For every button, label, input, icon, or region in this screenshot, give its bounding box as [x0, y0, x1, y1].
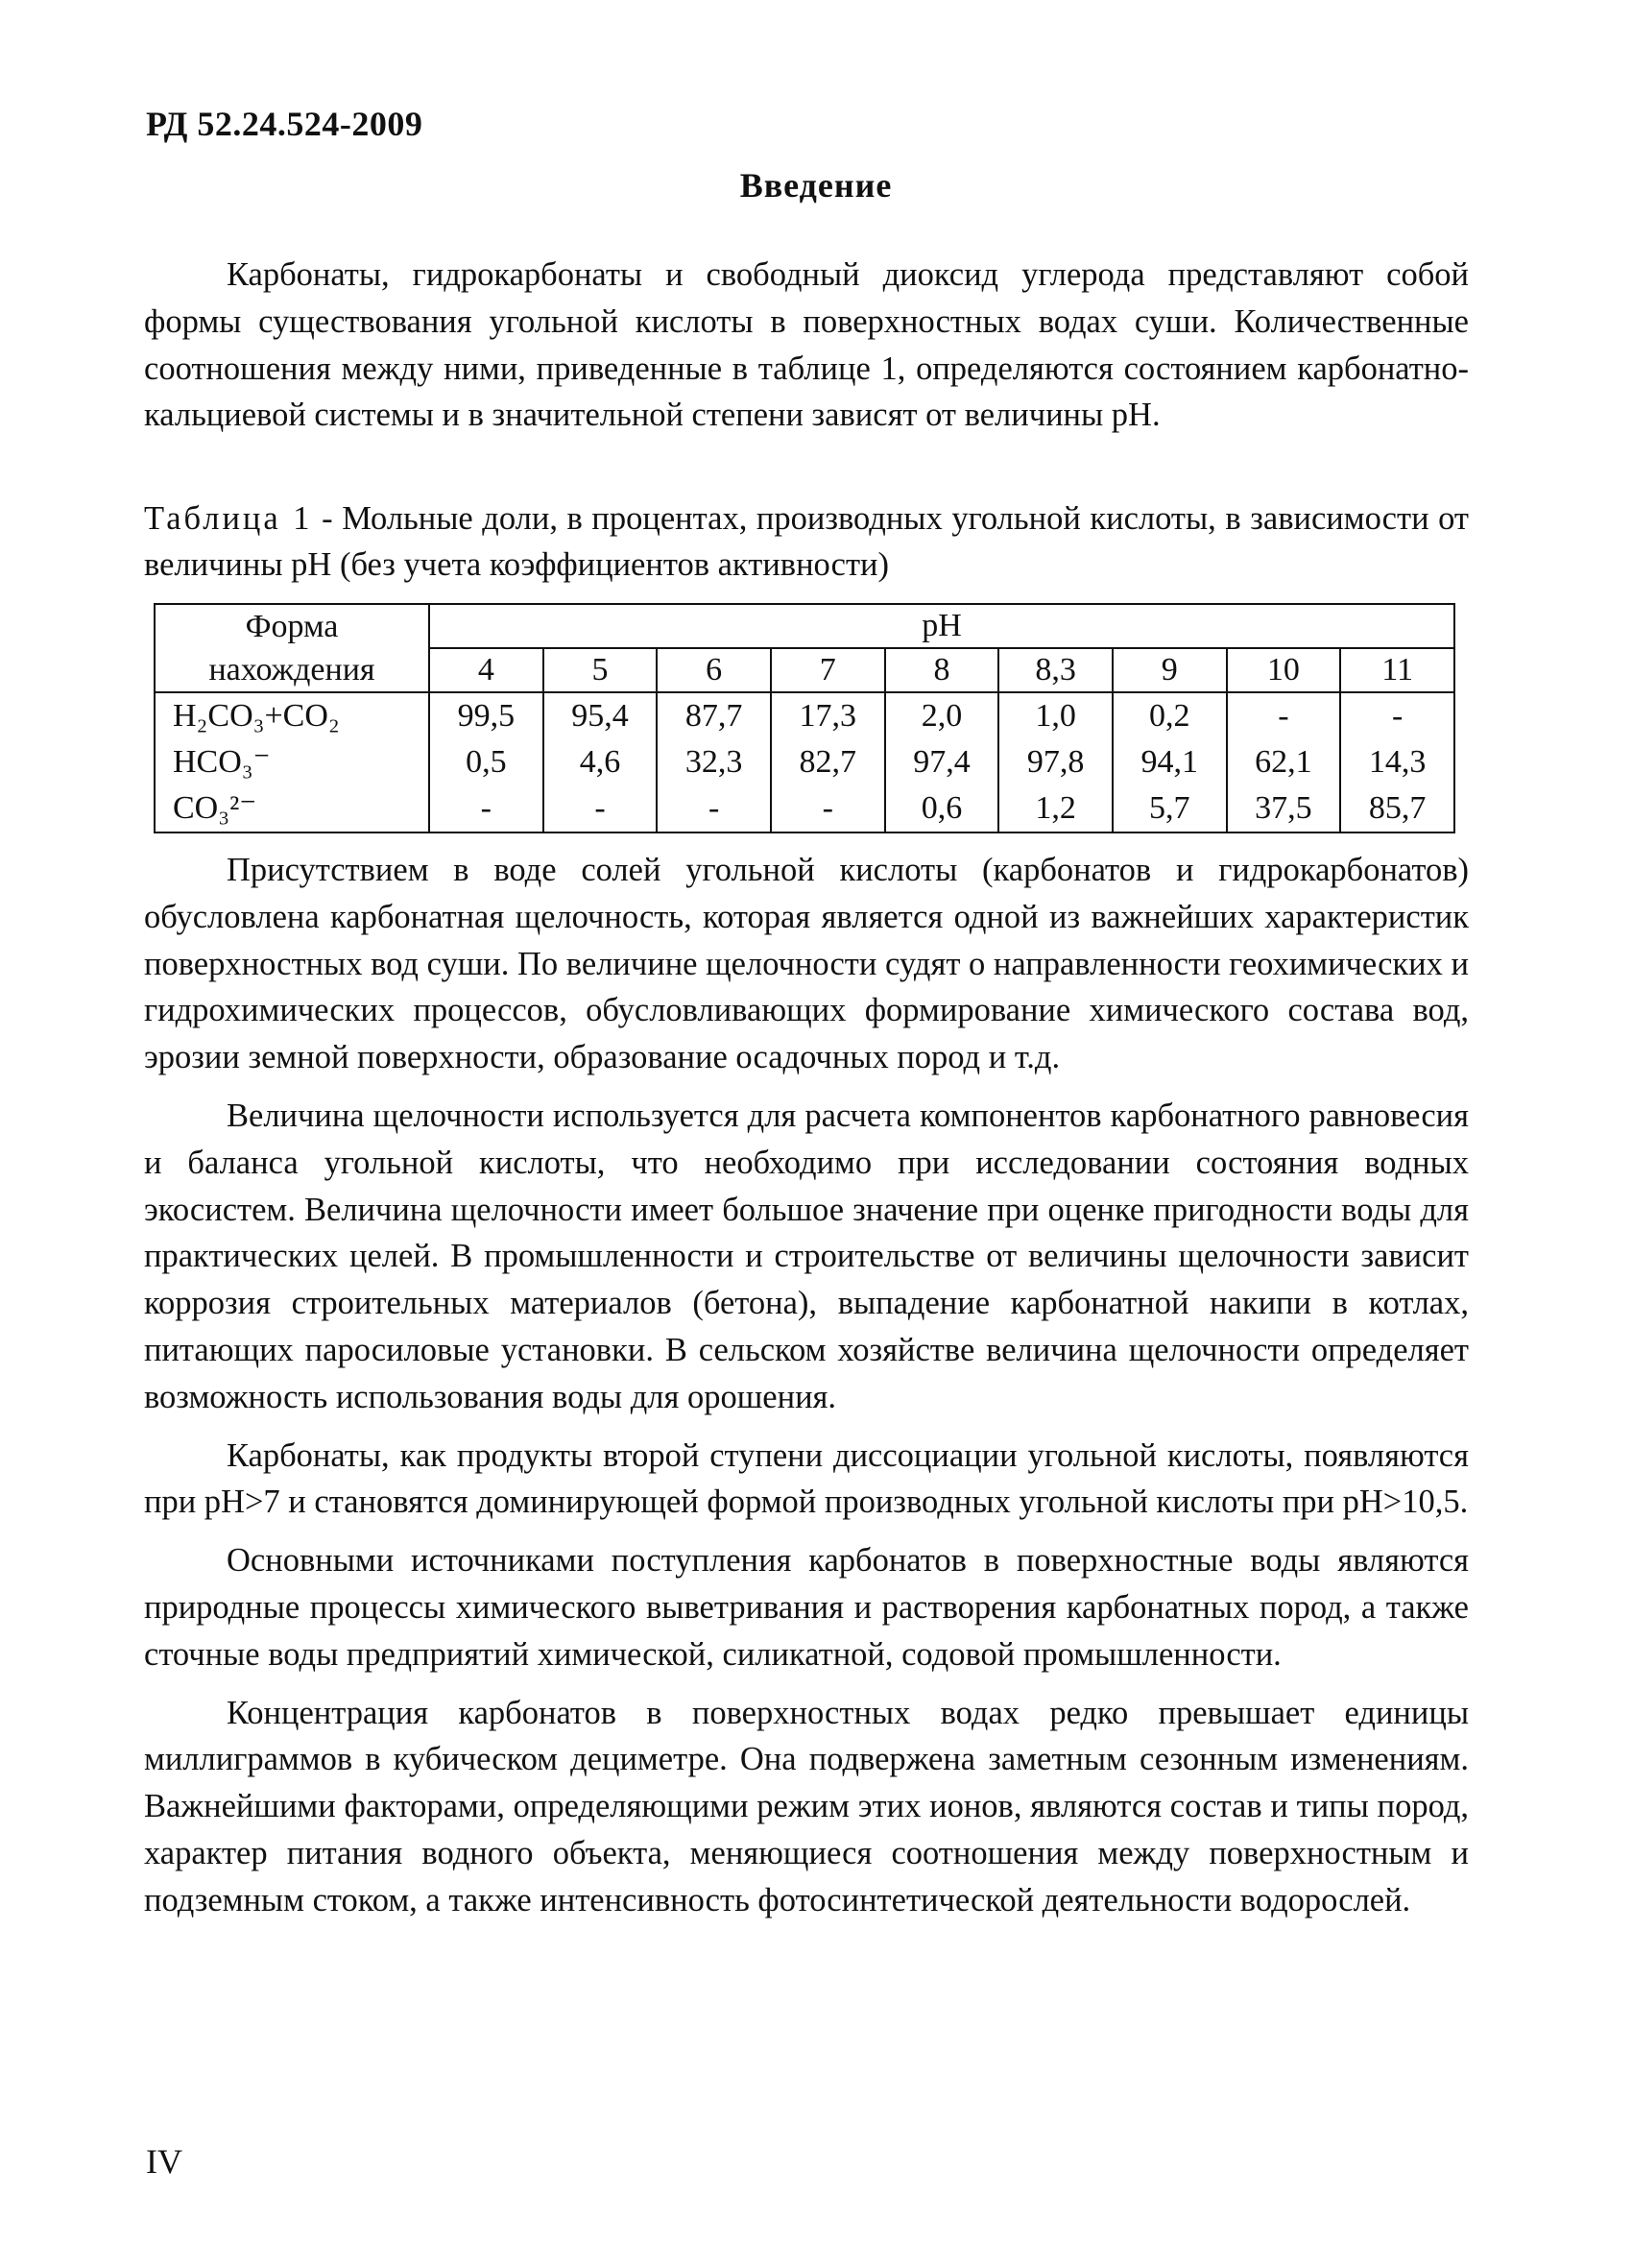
table-cell: - [657, 785, 771, 832]
table-cell: 0,2 [1113, 692, 1227, 739]
table-caption-label: Таблица 1 [144, 500, 313, 537]
form-header-cell: Форма [155, 604, 429, 648]
ph-value-cell: 8 [885, 648, 999, 692]
row-form-cell: HCO₃⁻ [155, 739, 429, 785]
ph-value-cell: 4 [429, 648, 543, 692]
body-paragraph: Основными источниками поступления карбонатов в поверхностные воды являются природные процессы химического выветривания и растворения карбонатных пород, а также сточные воды предприятий химической, силикатной, содовой промышленности. [144, 1542, 1469, 1673]
table-cell: 85,7 [1340, 785, 1454, 832]
table-cell: 4,6 [543, 739, 658, 785]
table-cell: 1,0 [998, 692, 1113, 739]
table-row [155, 692, 1454, 739]
ph-value-cell: 6 [657, 648, 771, 692]
table-cell: 95,4 [543, 692, 658, 739]
table-cell: - [1340, 692, 1454, 739]
table-row [155, 785, 1454, 832]
table-cell: 1,2 [998, 785, 1113, 832]
ph-value-cell: 9 [1113, 648, 1227, 692]
ph-value-cell: 8,3 [998, 648, 1113, 692]
table-header-row-1 [155, 604, 1454, 648]
table-cell: 62,1 [1227, 739, 1341, 785]
body-paragraph: Карбонаты, как продукты второй ступени диссоциации угольной кислоты, появляются при pH>7 и становятся доминирующей формой производных угольной кислоты при pH>10,5. [144, 1436, 1469, 1521]
table-caption [144, 495, 1469, 588]
table-cell: 5,7 [1113, 785, 1227, 832]
table-cell: 0,6 [885, 785, 999, 832]
table-cell: 32,3 [657, 739, 771, 785]
table-cell: 87,7 [657, 692, 771, 739]
table-cell: 82,7 [771, 739, 885, 785]
row-form-cell: H₂CO₃+CO₂ [155, 692, 429, 739]
ph-value-cell: 11 [1340, 648, 1454, 692]
table-cell: - [429, 785, 543, 832]
table-cell: 14,3 [1340, 739, 1454, 785]
body-text [144, 847, 1469, 1924]
table-cell: 94,1 [1113, 739, 1227, 785]
table-cell: 99,5 [429, 692, 543, 739]
table-cell: 0,5 [429, 739, 543, 785]
form-header-cell-2: нахождения [155, 648, 429, 692]
table-cell: - [1227, 692, 1341, 739]
body-paragraph: Концентрация карбонатов в поверхностных водах редко превышает единицы миллиграммов в кубическом дециметре. Она подвержена заметным сезонным изменениям. Важнейшими факторами, определяющими режим этих ионов, являются состав и типы пород, характер питания водного объекта, меняющиеся соотношения между поверхностным и подземным стоком, а также интенсивность фотосинтетической деятельности водорослей. [144, 1694, 1469, 1918]
table-cell: - [771, 785, 885, 832]
table-cell: 97,4 [885, 739, 999, 785]
ph-header-cell: pH [429, 604, 1454, 648]
intro-paragraph: Карбонаты, гидрокарбонаты и свободный диоксид углерода представляют собой формы существования угольной кислоты в поверхностных водах суши. Количественные соотношения между ними, приведенные в таблице 1, определяются состоянием карбонатно-кальциевой системы и в значительной степени зависят от величины pH. [144, 256, 1469, 434]
body-paragraph: Присутствием в воде солей угольной кислоты (карбонатов и гидрокарбонатов) обусловлена карбонатная щелочность, которая является одной из важнейших характеристик поверхностных вод суши. По величине щелочности судят о направленности геохимических и гидрохимических процессов, обусловливающих формирование химического состава вод, эрозии земной поверхности, образование осадочных пород и т.д. [144, 852, 1469, 1076]
table-cell: 97,8 [998, 739, 1113, 785]
intro-text [144, 252, 1469, 439]
table-cell: 37,5 [1227, 785, 1341, 832]
ph-value-cell: 7 [771, 648, 885, 692]
row-form-cell: CO₃²⁻ [155, 785, 429, 832]
ph-value-cell: 10 [1227, 648, 1341, 692]
table-cell: 17,3 [771, 692, 885, 739]
section-title: Введение [739, 166, 893, 205]
table-row [155, 739, 1454, 785]
table-cell: 2,0 [885, 692, 999, 739]
document-code-header: РД 52.24.524-2009 [146, 105, 423, 143]
table-cell: - [543, 785, 658, 832]
body-paragraph: Величина щелочности используется для расчета компонентов карбонатного равновесия и баланса угольной кислоты, что необходимо при исследовании состояния водных экосистем. Величина щелочности имеет большое значение при оценке пригодности воды для практических целей. В промышленности и строительстве от величины щелочности зависит коррозия строительных материалов (бетона), выпадение карбонатной накипи в котлах, питающих паросиловые установки. В сельском хозяйстве величина щелочности определяет возможность использования воды для орошения. [144, 1097, 1469, 1415]
ph-value-cell: 5 [543, 648, 658, 692]
ph-fractions-table [154, 603, 1455, 833]
page-number: IV [146, 2142, 182, 2181]
table-header-row-2 [155, 648, 1454, 692]
table-caption-text: - Мольные доли, в процентах, производных угольной кислоты, в зависимости от величины pH (без учета коэффициентов активности) [144, 500, 1469, 583]
